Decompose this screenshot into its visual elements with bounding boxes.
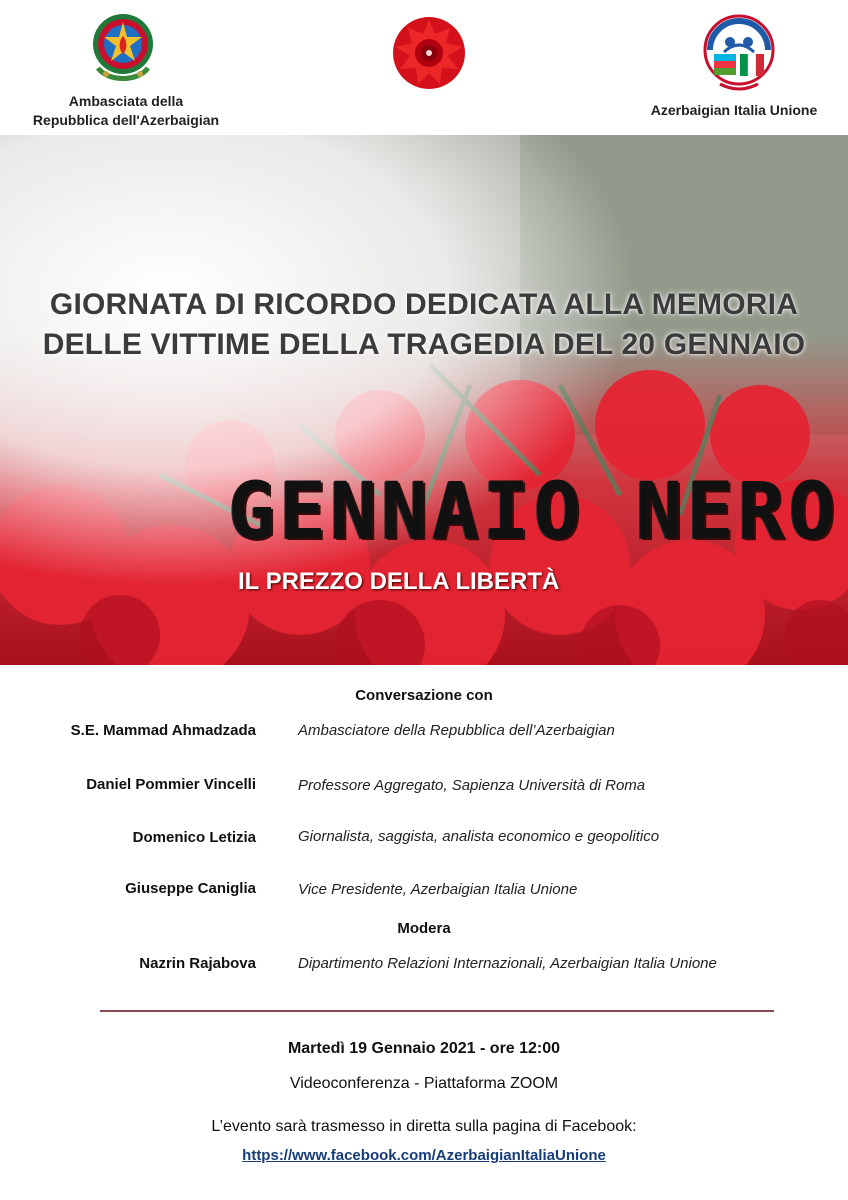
azerbaijan-emblem-icon [88,10,158,90]
carnation-icon [390,14,468,92]
speaker-role: Ambasciatore della Repubblica dell’Azerbaigian [298,722,615,739]
stream-note: L’evento sarà trasmesso in diretta sulla pagina di Facebook: [211,1118,637,1135]
speaker-role: Vice Presidente, Azerbaigian Italia Unione [298,881,578,898]
gennaio-nero-title: GENNAIO NERO [228,467,840,557]
hero-banner [0,135,848,665]
embassy-name-line1: Ambasciata della [68,93,184,109]
embassy-name-line2: Repubblica dell'Azerbaigian [32,112,220,128]
conversation-heading: Conversazione con [355,687,493,704]
event-title-line1: GIORNATA DI RICORDO DEDICATA ALLA MEMORIA [49,288,799,321]
section-divider [100,1010,774,1012]
facebook-link[interactable]: https://www.facebook.com/AzerbaigianItaliaUnione [242,1147,606,1164]
moderator-heading: Modera [397,920,451,937]
speaker-role: Giornalista, saggista, analista economico e geopolitico [298,828,660,845]
event-date-time: Martedì 19 Gennaio 2021 - ore 12:00 [287,1040,561,1057]
hero-subtitle: IL PREZZO DELLA LIBERTÀ [238,568,560,595]
embassy-name [0,92,252,130]
event-title-line2: DELLE VITTIME DELLA TRAGEDIA DEL 20 GENNAIO [42,328,806,361]
union-logo-icon [700,14,778,94]
union-name: Azerbaigian Italia Unione [650,102,818,118]
speaker-name: Daniel Pommier Vincelli [86,776,256,793]
speaker-name: Domenico Letizia [132,829,256,846]
moderator-name: Nazrin Rajabova [139,955,256,972]
speaker-name: Giuseppe Caniglia [125,880,256,897]
moderator-role: Dipartimento Relazioni Internazionali, Azerbaigian Italia Unione [298,955,717,972]
event-venue: Videoconferenza - Piattaforma ZOOM [289,1075,559,1092]
speaker-name: S.E. Mammad Ahmadzada [70,722,256,739]
speaker-role: Professore Aggregato, Sapienza Università di Roma [298,777,646,794]
